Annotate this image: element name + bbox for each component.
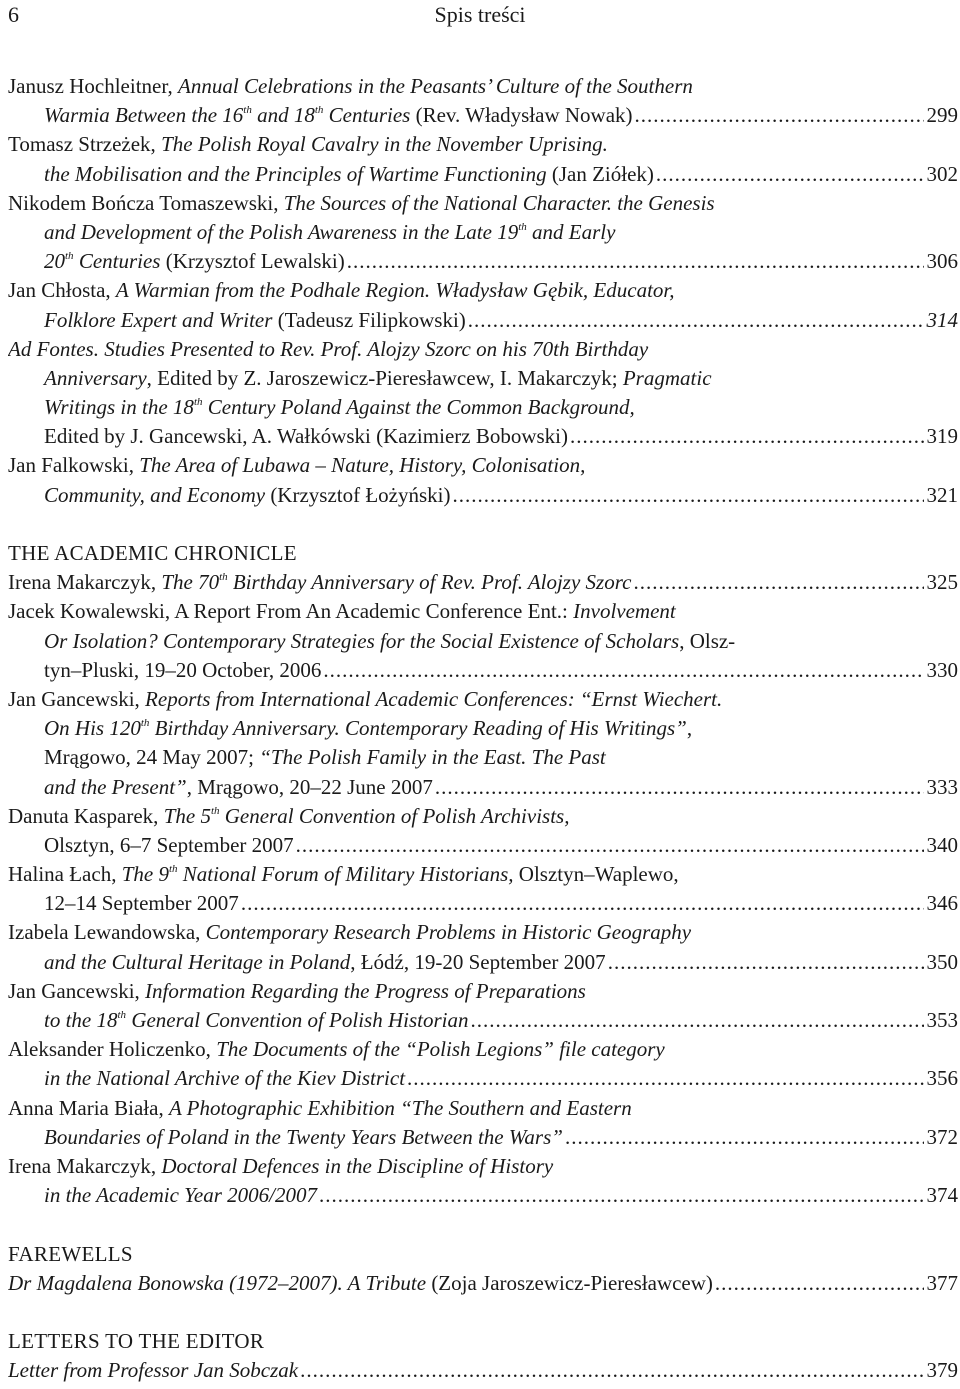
running-title: Spis treści bbox=[434, 2, 526, 27]
toc-line bbox=[8, 831, 958, 860]
italic-title-text: Ad Fontes. Studies Presented to Rev. Prof. Alojzy Szorc on his 70th Birthday bbox=[8, 336, 649, 361]
page-header bbox=[6, 2, 954, 32]
italic-title-text: Doctoral Defences in the Discipline of History bbox=[161, 1153, 554, 1178]
plain-text: Jan Falkowski, bbox=[8, 453, 140, 478]
plain-text: , Mrągowo, 20–22 June 2007 bbox=[186, 774, 433, 799]
toc-line-text bbox=[8, 687, 722, 711]
toc-line bbox=[8, 1269, 958, 1298]
dot-leader bbox=[323, 656, 923, 685]
italic-title-text: and the Cultural Heritage in Poland bbox=[44, 949, 351, 974]
toc-line bbox=[8, 218, 958, 247]
plain-text: , Olsz- bbox=[679, 628, 736, 653]
plain-text: , bbox=[686, 716, 693, 741]
toc-line bbox=[8, 977, 958, 1006]
plain-text: Danuta Kasparek, bbox=[8, 803, 164, 828]
italic-title-text: The Documents of the “Polish Legions” file category bbox=[216, 1037, 665, 1062]
toc-line-text bbox=[44, 160, 654, 189]
page-ref: 299 bbox=[926, 103, 958, 128]
dot-leader bbox=[565, 1123, 924, 1152]
plain-text: Jan Gancewski, bbox=[8, 686, 146, 711]
toc-line-text bbox=[44, 1006, 468, 1035]
ordinal-suffix: th bbox=[140, 717, 150, 730]
dot-leader bbox=[347, 247, 924, 276]
table-of-contents bbox=[8, 72, 958, 1385]
toc-line bbox=[8, 189, 958, 218]
italic-title-text: Anniversary bbox=[44, 365, 147, 390]
italic-title-text: Reports from International Academic Conferences: “Ernst Wiechert. bbox=[145, 686, 723, 711]
italic-title-text: Birthday Anniversary of Rev. Prof. Alojzy Szorc bbox=[227, 570, 632, 595]
page-ref: 325 bbox=[926, 570, 958, 595]
italic-title-text: Dr Magdalena Bonowska (1972–2007). A Tribute bbox=[8, 1270, 427, 1295]
italic-title-text: On His 120 bbox=[44, 716, 141, 741]
toc-line bbox=[8, 1181, 958, 1210]
page-number: 6 bbox=[8, 2, 19, 27]
toc-line bbox=[8, 101, 958, 130]
italic-title-text: Letter from Professor Jan Sobczak bbox=[8, 1358, 299, 1383]
toc-line bbox=[8, 451, 958, 480]
toc-line-text bbox=[44, 629, 735, 653]
italic-title-text: Involvement bbox=[573, 599, 676, 624]
toc-line bbox=[8, 1152, 958, 1181]
toc-line bbox=[8, 627, 958, 656]
italic-title-text: the Mobilisation and the Principles of Wartime Functioning bbox=[44, 161, 547, 186]
toc-line-text bbox=[44, 422, 568, 451]
toc-line-text bbox=[8, 1242, 133, 1266]
italic-title-text: Centuries bbox=[323, 103, 411, 128]
plain-text: Olsztyn, 6–7 September 2007 bbox=[44, 832, 294, 857]
toc-line-text bbox=[8, 74, 693, 98]
dot-leader bbox=[468, 306, 924, 335]
italic-title-text: The 70 bbox=[161, 570, 220, 595]
dot-leader bbox=[296, 831, 924, 860]
page-ref: 372 bbox=[926, 1124, 958, 1149]
dot-leader bbox=[656, 160, 924, 189]
page-ref: 340 bbox=[926, 832, 958, 857]
italic-title-text: Writings in the 18 bbox=[44, 395, 194, 420]
page-ref: 377 bbox=[926, 1270, 958, 1295]
italic-title-text: and the Present” bbox=[44, 774, 187, 799]
toc-line-text bbox=[8, 1037, 665, 1061]
dot-leader bbox=[470, 1006, 923, 1035]
plain-text: Olsztyn–Waplewo, bbox=[513, 862, 679, 887]
ordinal-suffix: th bbox=[314, 104, 324, 117]
section-heading bbox=[8, 1240, 958, 1269]
toc-line-text bbox=[44, 831, 294, 860]
plain-text: (Krzysztof Lewalski) bbox=[160, 249, 345, 274]
toc-line bbox=[8, 393, 958, 422]
page-ref: 302 bbox=[926, 161, 958, 186]
ordinal-suffix: th bbox=[193, 396, 203, 409]
page-ref: 379 bbox=[926, 1358, 958, 1383]
toc-line bbox=[8, 860, 958, 889]
plain-text: Mrągowo, 24 May 2007; bbox=[44, 745, 260, 770]
italic-title-text: General Convention of Polish Historian bbox=[126, 1008, 469, 1032]
ordinal-suffix: th bbox=[219, 571, 228, 584]
italic-title-text: National Forum of Military Historians, bbox=[177, 862, 514, 887]
ordinal-suffix: th bbox=[518, 220, 527, 233]
section-heading bbox=[8, 539, 958, 568]
dot-leader bbox=[715, 1269, 924, 1298]
plain-text: 12–14 September 2007 bbox=[44, 891, 239, 916]
toc-line-text bbox=[44, 773, 433, 802]
italic-title-text: and Early bbox=[526, 219, 616, 244]
dot-leader bbox=[407, 1064, 923, 1093]
toc-line-text bbox=[8, 278, 675, 302]
plain-text: Jacek Kowalewski, A Report From An Academic Conference Ent.: bbox=[8, 599, 574, 624]
italic-title-text: 20 bbox=[44, 249, 65, 274]
toc-line bbox=[8, 160, 958, 189]
toc-line bbox=[8, 1094, 958, 1123]
plain-text: (Tadeusz Filipkowski) bbox=[272, 307, 466, 332]
plain-text: Irena Makarczyk, bbox=[8, 1153, 162, 1178]
plain-text: Janusz Hochleitner, bbox=[8, 74, 179, 98]
dot-leader bbox=[635, 101, 924, 130]
toc-line bbox=[8, 1035, 958, 1064]
toc-line-text bbox=[8, 920, 691, 944]
ordinal-suffix: th bbox=[210, 804, 220, 817]
plain-text: Jan Gancewski, bbox=[8, 978, 146, 1003]
italic-title-text: Century Poland Against the Common Background, bbox=[202, 395, 635, 420]
italic-title-text: Birthday Anniversary. Contemporary Reading of His Writings” bbox=[149, 716, 687, 741]
toc-line-text bbox=[44, 656, 321, 685]
dot-leader bbox=[300, 1356, 923, 1385]
toc-line bbox=[8, 948, 958, 977]
page-ref: 356 bbox=[926, 1066, 958, 1091]
section-gap bbox=[8, 510, 958, 539]
toc-line-text bbox=[8, 1356, 298, 1385]
toc-line-text bbox=[44, 306, 466, 335]
plain-text: , Edited by Z. Jaroszewicz-Pieresławcew, I. Makarczyk; bbox=[146, 365, 623, 390]
toc-line-text bbox=[44, 1181, 317, 1210]
plain-text: (Rev. Władysław Nowak) bbox=[410, 103, 633, 128]
toc-line bbox=[8, 656, 958, 685]
toc-line bbox=[8, 72, 958, 101]
italic-title-text: “The Polish Family in the East. The Past bbox=[259, 745, 606, 770]
toc-line-text bbox=[44, 395, 635, 419]
page-ref: 333 bbox=[926, 774, 958, 799]
ordinal-suffix: th bbox=[65, 250, 74, 263]
toc-line bbox=[8, 685, 958, 714]
page-ref: 350 bbox=[926, 949, 958, 974]
toc-line bbox=[8, 276, 958, 305]
plain-text: FAREWELLS bbox=[8, 1241, 133, 1266]
plain-text: THE ACADEMIC CHRONICLE bbox=[8, 541, 297, 565]
section-heading bbox=[8, 1327, 958, 1356]
toc-line-text bbox=[44, 745, 606, 769]
italic-title-text: Pragmatic bbox=[622, 365, 712, 390]
plain-text: LETTERS TO THE EDITOR bbox=[8, 1329, 265, 1354]
page-ref: 306 bbox=[926, 249, 958, 274]
dot-leader bbox=[570, 422, 924, 451]
toc-line bbox=[8, 306, 958, 335]
section-gap bbox=[8, 1210, 958, 1239]
ordinal-suffix: th bbox=[243, 104, 252, 117]
toc-line-text bbox=[8, 1154, 553, 1178]
italic-title-text: The 9 bbox=[121, 862, 169, 887]
italic-title-text: Or Isolation? Contemporary Strategies for the Social Existence of Scholars bbox=[44, 628, 680, 653]
toc-line bbox=[8, 1123, 958, 1152]
page-ref: 321 bbox=[926, 482, 958, 507]
dot-leader bbox=[633, 568, 923, 597]
ordinal-suffix: th bbox=[117, 1009, 127, 1021]
plain-text: tyn–Pluski, 19–20 October, 2006 bbox=[44, 657, 322, 682]
toc-line-text bbox=[44, 247, 345, 276]
toc-line-text bbox=[8, 1329, 264, 1353]
toc-line bbox=[8, 1356, 958, 1385]
italic-title-text: Warmia Between the 16 bbox=[44, 103, 244, 128]
toc-line-text bbox=[44, 101, 633, 130]
italic-title-text: The Polish Royal Cavalry in the November Uprising. bbox=[161, 132, 608, 157]
plain-text: (Jan Ziółek) bbox=[546, 161, 654, 186]
toc-line-text bbox=[8, 132, 608, 156]
plain-text: (Krzysztof Łożyński) bbox=[265, 482, 451, 507]
plain-text: Nikodem Bończa Tomaszewski, bbox=[8, 190, 284, 215]
italic-title-text: A Photographic Exhibition “The Southern and Eastern bbox=[168, 1095, 632, 1120]
toc-line bbox=[8, 714, 958, 743]
toc-line-text bbox=[44, 889, 239, 918]
toc-line bbox=[8, 247, 958, 276]
plain-text: Tomasz Strzeżek, bbox=[8, 132, 162, 157]
toc-line bbox=[8, 364, 958, 393]
toc-line-text bbox=[8, 979, 586, 1003]
plain-text: Jan Chłosta, bbox=[8, 278, 116, 303]
dot-leader bbox=[241, 889, 924, 918]
toc-line-text bbox=[44, 220, 615, 244]
toc-line bbox=[8, 568, 958, 597]
plain-text: Aleksander Holiczenko, bbox=[8, 1037, 217, 1062]
toc-line bbox=[8, 889, 958, 918]
plain-text: Irena Makarczyk, bbox=[8, 570, 162, 595]
italic-title-text: in the National Archive of the Kiev District bbox=[44, 1066, 406, 1091]
page-ref: 330 bbox=[926, 657, 958, 682]
italic-title-text: Contemporary Research Problems in Historic Geography bbox=[205, 920, 692, 945]
toc-line-text bbox=[8, 804, 569, 828]
toc-line-text bbox=[8, 599, 676, 623]
toc-line-text bbox=[8, 337, 648, 361]
plain-text: , Łódź, 19-20 September 2007 bbox=[350, 949, 606, 974]
toc-line bbox=[8, 597, 958, 626]
toc-line bbox=[8, 335, 958, 364]
page-ref: 314 bbox=[926, 307, 958, 332]
toc-line-text bbox=[8, 453, 585, 477]
toc-line-text bbox=[8, 191, 715, 215]
plain-text: Izabela Lewandowska, bbox=[8, 920, 206, 945]
plain-text: (Zoja Jaroszewicz-Pieresławcew) bbox=[426, 1270, 713, 1295]
page-ref: 346 bbox=[926, 891, 958, 916]
italic-title-text: and 18 bbox=[251, 103, 315, 128]
toc-line-text bbox=[44, 1064, 405, 1093]
italic-title-text: General Convention of Polish Archivists, bbox=[219, 803, 570, 828]
toc-line-text bbox=[44, 716, 692, 740]
dot-leader bbox=[319, 1181, 924, 1210]
toc-line bbox=[8, 481, 958, 510]
toc-line bbox=[8, 802, 958, 831]
italic-title-text: The 5 bbox=[163, 803, 211, 828]
toc-line bbox=[8, 773, 958, 802]
italic-title-text: Centuries bbox=[73, 249, 161, 274]
toc-line-text bbox=[44, 948, 606, 977]
italic-title-text: to the 18 bbox=[44, 1008, 118, 1032]
italic-title-text: Boundaries of Poland in the Twenty Years Between the Wars” bbox=[44, 1124, 563, 1149]
toc-line bbox=[8, 918, 958, 947]
italic-title-text: The Area of Lubawa – Nature, History, Colonisation, bbox=[139, 453, 586, 478]
plain-text: Anna Maria Biała, bbox=[8, 1095, 169, 1120]
page-ref: 353 bbox=[926, 1008, 958, 1032]
toc-line bbox=[8, 422, 958, 451]
italic-title-text: Community, and Economy bbox=[44, 482, 266, 507]
toc-line bbox=[8, 130, 958, 159]
plain-text: Edited by J. Gancewski, A. Wałkówski (Kazimierz Bobowski) bbox=[44, 424, 568, 449]
italic-title-text: and Development of the Polish Awareness in the Late 19 bbox=[44, 219, 519, 244]
plain-text: Halina Łach, bbox=[8, 862, 122, 887]
toc-line-text bbox=[8, 568, 631, 597]
italic-title-text: The Sources of the National Character. the Genesis bbox=[283, 190, 715, 215]
italic-title-text: A Warmian from the Podhale Region. Władysław Gębik, Educator, bbox=[115, 278, 675, 303]
dot-leader bbox=[453, 481, 924, 510]
section-gap bbox=[8, 1298, 958, 1327]
toc-line-text bbox=[8, 1269, 713, 1298]
toc-line bbox=[8, 1064, 958, 1093]
toc-line bbox=[8, 743, 958, 772]
toc-line-text bbox=[8, 1096, 632, 1120]
toc-line-text bbox=[44, 366, 712, 390]
italic-title-text: Folklore Expert and Writer bbox=[44, 307, 273, 332]
toc-line-text bbox=[8, 862, 679, 886]
toc-line-text bbox=[8, 541, 297, 565]
toc-line-text bbox=[44, 1123, 563, 1152]
italic-title-text: Information Regarding the Progress of Preparations bbox=[145, 978, 586, 1003]
italic-title-text: Annual Celebrations in the Peasants’ Culture of the Southern bbox=[178, 74, 693, 98]
toc-line-text bbox=[44, 481, 451, 510]
dot-leader bbox=[608, 948, 924, 977]
toc-line bbox=[8, 1006, 958, 1035]
dot-leader bbox=[435, 773, 924, 802]
ordinal-suffix: th bbox=[168, 863, 178, 876]
italic-title-text: in the Academic Year 2006/2007 bbox=[44, 1183, 317, 1208]
page-ref: 319 bbox=[926, 424, 958, 449]
page-ref: 374 bbox=[926, 1183, 958, 1208]
